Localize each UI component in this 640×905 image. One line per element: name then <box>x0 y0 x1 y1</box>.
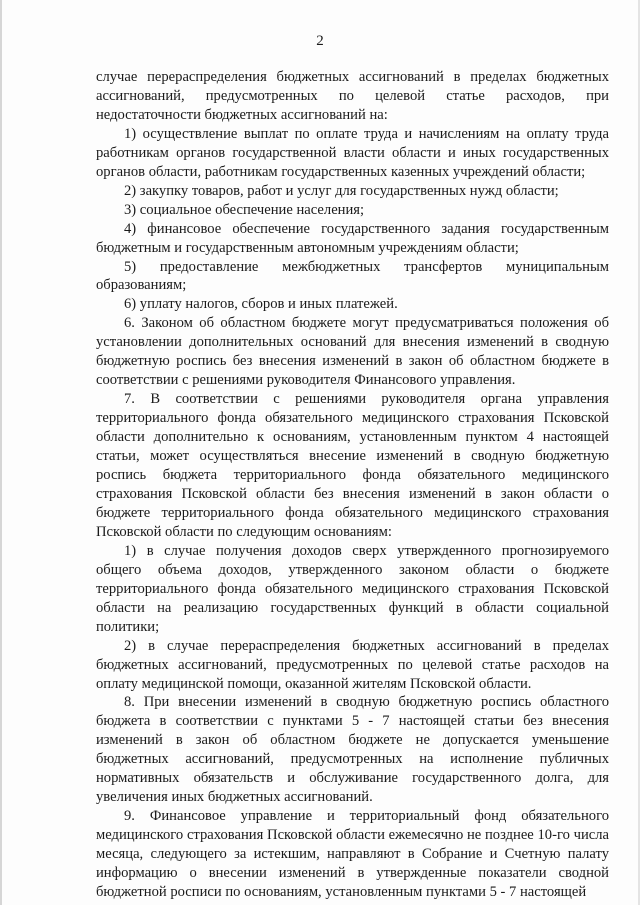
paragraph-continuation: случае перераспределения бюджетных ассигнований в пределах бюджетных ассигнований, предусмотренных по целевой статье расходов, при недостаточности бюджетных ассигнований на: <box>96 69 609 123</box>
document-body <box>96 68 609 902</box>
clause-9: 9. Финансовое управление и территориальный фонд обязательного медицинского страхования Псковской области ежемесячно не позднее 10-го числа месяца, следующего за истекшим, направляют в Собрание и Счетную палату информацию о внесении изменений в утвержденные показатели сводной бюджетной росписи по основаниям, установленным пунктами 5 - 7 настоящей <box>96 808 609 900</box>
clause-7-item-2: 2) в случае перераспределения бюджетных ассигнований в пределах бюджетных ассигнований, предусмотренных по целевой статье расходов на оплату медицинской помощи, оказанной жителям Псковской области. <box>96 637 609 692</box>
list-item-5: 5) предоставление межбюджетных трансфертов муниципальным образованиям; <box>96 258 609 294</box>
list-item-2: 2) закупку товаров, работ и услуг для государственных нужд области; <box>124 182 559 199</box>
page-number: 2 <box>316 33 324 49</box>
clause-7: 7. В соответствии с решениями руководителя органа управления территориального фонда обязательного медицинского страхования Псковской области дополнительно к основаниям, установленным пунктом 4 настоящей статьи, может осуществляться внесение изменений в сводную бюджетную роспись бюджета территориального фонда обязательного медицинского страхования Псковской области без внесения изменений в закон области о бюджете территориального фонда обязательного медицинского страхования Псковской области по следующим основаниям: <box>96 391 609 540</box>
clause-7-item-1: 1) в случае получения доходов сверх утвержденного прогнозируемого общего объема доходов, утвержденного законом области о бюджете территориального фонда обязательного медицинского страхования Псковской области на реализацию государственных функций в области социальной политики; <box>96 542 609 635</box>
list-item-4: 4) финансовое обеспечение государственного задания государственным бюджетным и государственным автономным учреждениям области; <box>96 220 609 256</box>
list-item-3: 3) социальное обеспечение населения; <box>124 201 365 218</box>
clause-6: 6. Законом об областном бюджете могут предусматриваться положения об установлении дополнительных оснований для внесения изменений в сводную бюджетную роспись без внесения изменений в закон об областном бюджете в соответствии с решениями руководителя Финансового управления. <box>96 315 609 389</box>
scan-edge-left <box>0 0 2 905</box>
list-item-6: 6) уплату налогов, сборов и иных платежей. <box>124 296 398 313</box>
list-item-1: 1) осуществление выплат по оплате труда и начислениям на оплату труда работникам органов государственной власти области и иных государственных органов области, работникам государственных казенных учреждений области; <box>96 125 609 180</box>
clause-8: 8. При внесении изменений в сводную бюджетную роспись областного бюджета в соответствии с пунктами 5 - 7 настоящей статьи без внесения изменений в закон об областном бюджете не допускается уменьшение бюджетных ассигнований, предусмотренных на исполнение публичных нормативных обязательств и обслуживание государственного долга, для увеличения иных бюджетных ассигнований. <box>96 694 609 806</box>
